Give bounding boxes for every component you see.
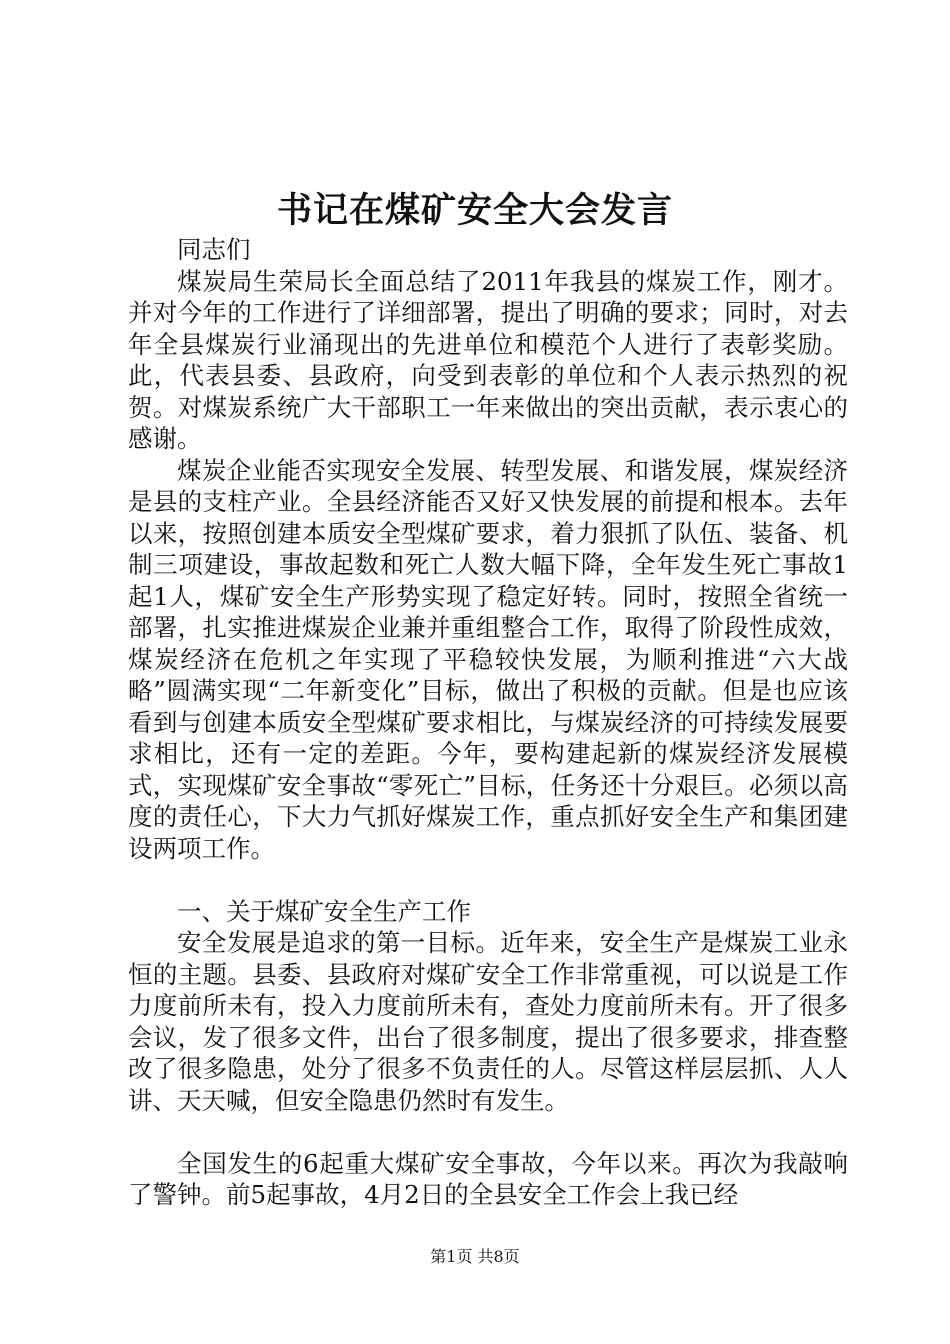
section-heading: 一、关于煤矿安全生产工作 xyxy=(177,896,471,926)
document-title: 书记在煤矿安全大会发言 xyxy=(276,190,673,231)
paragraph: 煤炭企业能否实现安全发展、转型发展、和谐发展，煤炭经济是县的支柱产业。全县经济能否又好又快发展的前提和根本。去年以来，按照创建本质安全型煤矿要求，着力狠抓了队伍、装备、机制三项建设，事故起数和死亡人数大幅下降，全年发生死亡事故1起1人，煤矿安全生产形势实现了稳定好转。同时，按照全省统一部署，扎实推进煤炭企业兼并重组整合工作，取得了阶段性成效，煤炭经济在危机之年实现了平稳较快发展，为顺利推进“六大战略”圆满实现“二年新变化”目标，做出了积极的贡献。但是也应该看到与创建本质安全型煤矿要求相比，与煤炭经济的可持续发展要求相比，还有一定的差距。今年，要构建起新的煤炭经济发展模式，实现煤矿安全事故“零死亡”目标，任务还十分艰巨。必须以高度的责任心，下大力气抓好煤炭工作，重点抓好安全生产和集团建设两项工作。 xyxy=(128,455,848,863)
page-footer: 第1页 共8页 xyxy=(430,1247,520,1266)
salutation: 同志们 xyxy=(177,235,251,264)
paragraph: 煤炭局生荣局长全面总结了2011年我县的煤炭工作，刚才。并对今年的工作进行了详细部署，提出了明确的要求；同时，对去年全县煤炭行业涌现出的先进单位和模范个人进行了表彰奖励。此，代表县委、县政府，向受到表彰的单位和个人表示热烈的祝贺。对煤炭系统广大干部职工一年来做出的突出贡献，表示衷心的感谢。 xyxy=(128,266,848,453)
document-body xyxy=(128,234,848,1211)
paragraph: 安全发展是追求的第一目标。近年来，安全生产是煤炭工业永恒的主题。县委、县政府对煤矿安全工作非常重视，可以说是工作力度前所未有，投入力度前所未有，查处力度前所未有。开了很多会议，发了很多文件，出台了很多制度，提出了很多要求，排查整改了很多隐患，处分了很多不负责任的人。尽管这样层层抓、人人讲、天天喊，但安全隐患仍然时有发生。 xyxy=(128,928,848,1115)
paragraph: 全国发生的6起重大煤矿安全事故，今年以来。再次为我敲响了警钟。前5起事故，4月2日的全县安全工作会上我已经 xyxy=(128,1148,848,1209)
